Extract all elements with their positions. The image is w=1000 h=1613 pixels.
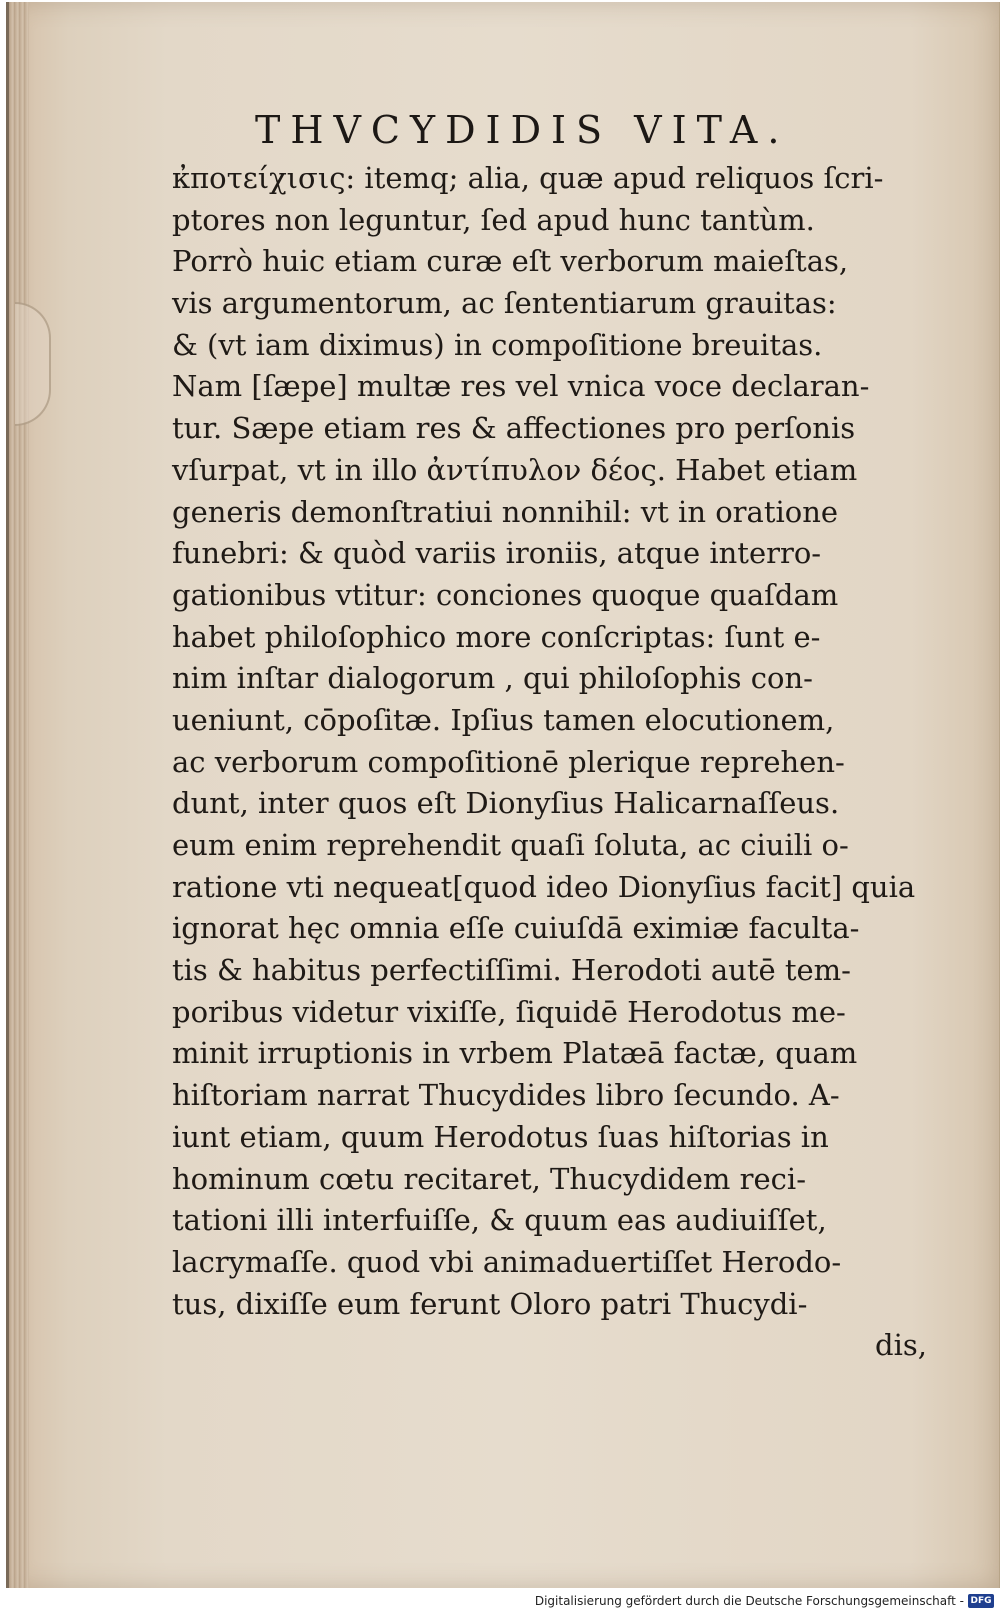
text-line: hiſtoriam narrat Thucydides libro ſecundo. A-: [172, 1078, 840, 1113]
text-line: ignorat hęc omnia eſſe cuiuſdā eximiæ faculta-: [172, 911, 860, 946]
dfg-logo-icon: DFG: [968, 1594, 994, 1608]
text-line: ac verborum compoſitionē plerique reprehen-: [172, 744, 845, 779]
text-line: dunt, inter quos eſt Dionyſius Halicarnaſſeus.: [172, 786, 840, 821]
text-line: generis demonſtratiui nonnihil: vt in oratione: [172, 494, 839, 529]
running-head: THVCYDIDIS VITA.: [255, 108, 790, 152]
text-line: poribus videtur vixiſſe, ſiquidē Herodotus me-: [172, 994, 846, 1029]
text-line: tus, dixiſſe eum ferunt Oloro patri Thucydi-: [172, 1286, 808, 1321]
text-line: & (vt iam diximus) in compoſitione breuitas.: [172, 327, 823, 362]
text-line: tationi illi interfuiſſe, & quum eas audiuiſſet,: [172, 1203, 827, 1238]
text-line: habet philoſophico more conſcriptas: ſunt e-: [172, 619, 821, 654]
text-line: κ̓ποτείχισις: itemq; alia, quæ apud reliquos ſcri-: [172, 161, 884, 195]
text-line: vis argumentorum, ac ſententiarum grauitas:: [172, 286, 837, 321]
text-line: tis & habitus perfectiſſimi. Herodoti autē tem-: [172, 953, 851, 988]
text-line: ratione vti nequeat[quod ideo Dionyſius facit] quia: [172, 869, 916, 904]
text-line: lacrymaſſe. quod vbi animaduertiſſet Herodo-: [172, 1244, 842, 1279]
text-line: hominum cœtu recitaret, Thucydidem reci-: [172, 1161, 806, 1196]
text-line: tur. Sæpe etiam res & affectiones pro perſonis: [172, 411, 856, 446]
text-line: Nam [ſæpe] multæ res vel vnica voce declaran-: [172, 369, 870, 404]
page-binding-edge: [9, 2, 29, 1588]
text-line: Porrò huic etiam curæ eſt verborum maieſtas,: [172, 244, 849, 279]
text-line: nim inſtar dialogorum , qui philoſophis con-: [172, 661, 813, 696]
text-line: ueniunt, cōpoſitæ. Ipſius tamen elocutionem,: [172, 702, 835, 737]
body-text: [172, 158, 942, 1367]
catchword: dis,: [875, 1328, 927, 1363]
text-line: iunt etiam, quum Herodotus ſuas hiſtorias in: [172, 1119, 829, 1154]
text-line: minit irruptionis in vrbem Platæā factæ, quam: [172, 1036, 858, 1071]
clip-mark: [15, 302, 51, 426]
text-line: eum enim reprehendit quaſi ſoluta, ac ciuili o-: [172, 828, 849, 862]
text-line: vſurpat, vt in illo ἀντίπυλον δέος. Habet etiam: [172, 452, 858, 487]
text-line: gationibus vtitur: conciones quoque quaſdam: [172, 577, 839, 612]
funding-notice: Digitalisierung gefördert durch die Deutsche Forschungsgemeinschaft -: [534, 1594, 964, 1608]
text-line: funebri: & quòd variis ironiis, atque interro-: [172, 536, 822, 571]
footer-bar: [0, 1588, 1000, 1613]
text-line: ptores non leguntur, ſed apud hunc tantùm.: [172, 202, 815, 237]
